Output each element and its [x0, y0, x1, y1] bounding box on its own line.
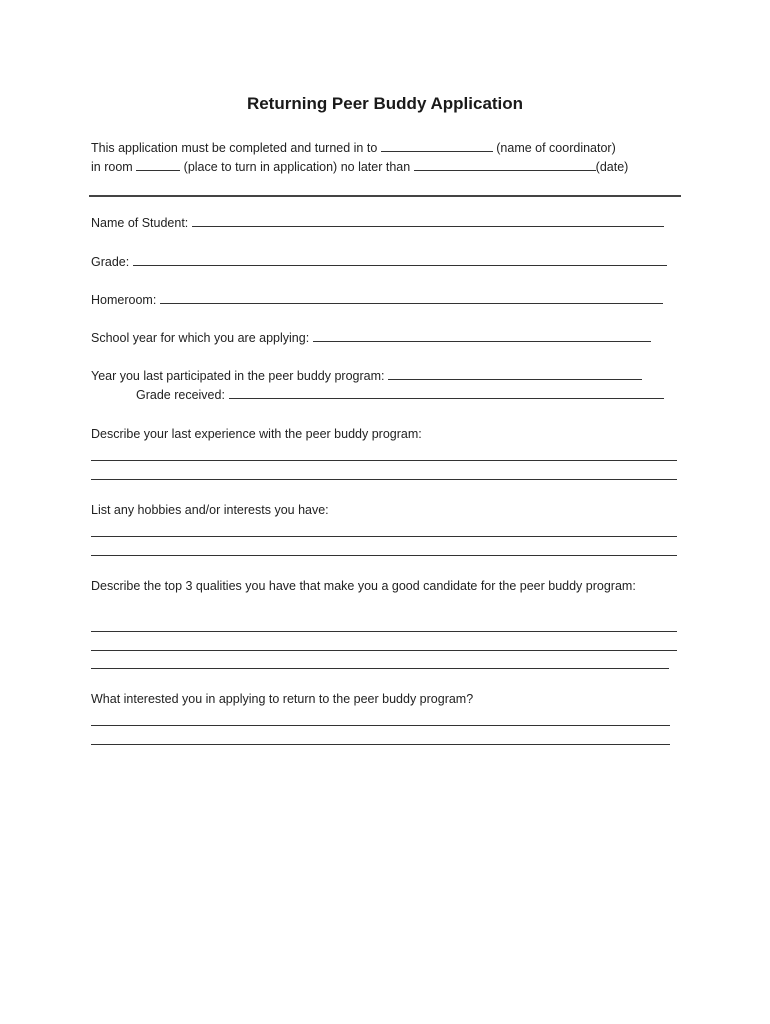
- student-name-row: [91, 216, 664, 230]
- intro-part5: (date): [595, 160, 629, 174]
- qualities-line-1[interactable]: [91, 631, 677, 632]
- qualities-line-2[interactable]: [91, 650, 677, 651]
- room-blank[interactable]: [136, 158, 180, 171]
- hobbies-line-1[interactable]: [91, 536, 677, 537]
- student-name-label: Name of Student:: [91, 216, 189, 230]
- year-last-row: [91, 369, 642, 383]
- year-last-line[interactable]: [388, 378, 642, 380]
- experience-line-1[interactable]: [91, 460, 677, 461]
- intro-part1: This application must be completed and turned in to: [91, 141, 378, 155]
- school-year-row: [91, 331, 651, 345]
- intro-text: [91, 139, 691, 177]
- homeroom-row: [91, 293, 663, 307]
- qualities-line-3[interactable]: [91, 668, 669, 669]
- grade-row: [91, 255, 667, 269]
- date-blank[interactable]: [414, 158, 596, 171]
- qualities-prompt: Describe the top 3 qualities you have that make you a good candidate for the peer buddy program:: [91, 579, 636, 593]
- intro-part4: (place to turn in application) no later than: [183, 160, 411, 174]
- school-year-label: School year for which you are applying:: [91, 331, 310, 345]
- grade-received-row: [136, 388, 664, 402]
- intro-part2: (name of coordinator): [496, 141, 616, 155]
- interest-prompt: What interested you in applying to return to the peer buddy program?: [91, 692, 474, 706]
- intro-part3: in room: [91, 160, 133, 174]
- homeroom-label: Homeroom:: [91, 293, 157, 307]
- grade-received-line[interactable]: [229, 397, 664, 399]
- homeroom-line[interactable]: [160, 302, 663, 304]
- experience-line-2[interactable]: [91, 479, 677, 480]
- experience-prompt: Describe your last experience with the peer buddy program:: [91, 427, 422, 441]
- interest-line-2[interactable]: [91, 744, 670, 745]
- student-name-line[interactable]: [192, 225, 664, 227]
- coordinator-blank[interactable]: [381, 139, 493, 152]
- hobbies-prompt: List any hobbies and/or interests you have:: [91, 503, 329, 517]
- grade-line[interactable]: [133, 264, 667, 266]
- interest-line-1[interactable]: [91, 725, 670, 726]
- year-last-label: Year you last participated in the peer buddy program:: [91, 369, 385, 383]
- page-title: Returning Peer Buddy Application: [246, 94, 524, 113]
- grade-received-label: Grade received:: [136, 388, 225, 402]
- hobbies-line-2[interactable]: [91, 555, 677, 556]
- grade-label: Grade:: [91, 255, 130, 269]
- school-year-line[interactable]: [313, 340, 651, 342]
- section-divider: [89, 195, 681, 197]
